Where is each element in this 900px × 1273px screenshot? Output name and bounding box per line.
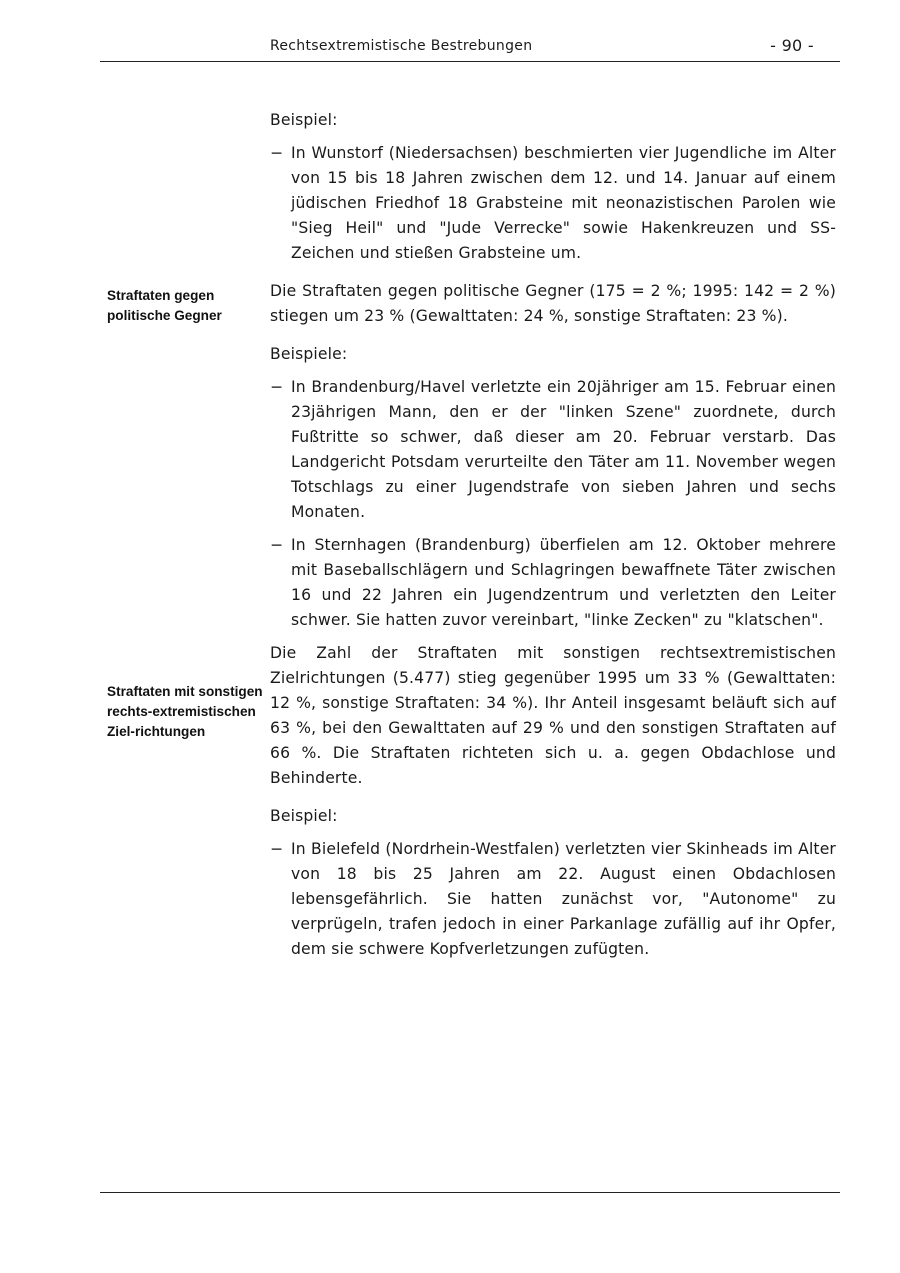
- dash-bullet: −: [270, 378, 284, 396]
- dash-bullet: −: [270, 840, 284, 858]
- example-label: Beispiel:: [270, 111, 338, 129]
- paragraph-political-opponents: Die Straftaten gegen politische Gegner (175 = 2 %; 1995: 142 = 2 %) stiegen um 23 % (Gewalttaten: 24 %, sonstige Straftaten: 23 %).: [270, 282, 836, 325]
- main-text: [270, 108, 836, 962]
- list-item: [270, 375, 836, 525]
- list-item-text: In Wunstorf (Niedersachsen) beschmierten vier Jugendliche im Alter von 15 bis 18 Jahren zwischen dem 12. und 14. Januar auf einem jüdischen Friedhof 18 Grabsteine mit neonazistischen Parolen wie "Sieg Heil" und "Jude Verrecke" sowie Hakenkreuzen und SS-Zeichen und stießen Grabsteine um.: [291, 144, 836, 262]
- list-item-text: In Bielefeld (Nordrhein-Westfalen) verletzten vier Skinheads im Alter von 18 bis 25 Jahren am 22. August einen Obdachlosen lebensgefährlich. Sie hatten zunächst vor, "Autonome" zu verprügeln, trafen jedoch in einer Parkanlage zufällig auf ihr Opfer, dem sie schwere Kopfverletzungen zufügten.: [291, 840, 836, 958]
- footer-rule: [100, 1192, 840, 1193]
- examples-label: Beispiele:: [270, 345, 348, 363]
- list-item: [270, 533, 836, 633]
- margin-note-other-targets: Straftaten mit sonstigen rechts-extremistischen Ziel-richtungen: [107, 684, 263, 739]
- list-item-text: In Sternhagen (Brandenburg) überfielen am 12. Oktober mehrere mit Baseballschlägern und Schlagringen bewaffnete Täter zwischen 16 und 22 Jahren ein Jugendzentrum und verletzten den Leiter schwer. Sie hatten zuvor vereinbart, "linke Zecken" zu "klatschen".: [291, 536, 836, 629]
- page-number: - 90 -: [770, 36, 814, 55]
- page-header: [100, 36, 840, 62]
- paragraph-other-targets: Die Zahl der Straftaten mit sonstigen rechtsextremistischen Zielrichtungen (5.477) stieg gegenüber 1995 um 33 % (Gewalttaten: 12 %, sonstige Straftaten: 34 %). Ihr Anteil insgesamt beläuft sich auf 63 %, bei den Gewalttaten auf 29 % und den sonstigen Straftaten auf 66 %. Die Straftaten richteten sich u. a. gegen Obdachlose und Behinderte.: [270, 644, 836, 787]
- dash-bullet: −: [270, 144, 284, 162]
- dash-bullet: −: [270, 536, 284, 554]
- example-label: Beispiel:: [270, 807, 338, 825]
- list-item: [270, 837, 836, 962]
- list-item: [270, 141, 836, 266]
- list-item-text: In Brandenburg/Havel verletzte ein 20jähriger am 15. Februar einen 23jährigen Mann, den er der "linken Szene" zuordnete, durch Fußtritte so schwer, daß dieser am 20. Februar verstarb. Das Landgericht Potsdam verurteilte den Täter am 11. November wegen Totschlags zu einer Jugendstrafe von sieben Jahren und sechs Monaten.: [291, 378, 836, 521]
- margin-note-political-opponents: Straftaten gegen politische Gegner: [107, 288, 222, 323]
- running-title: Rechtsextremistische Bestrebungen: [270, 38, 533, 54]
